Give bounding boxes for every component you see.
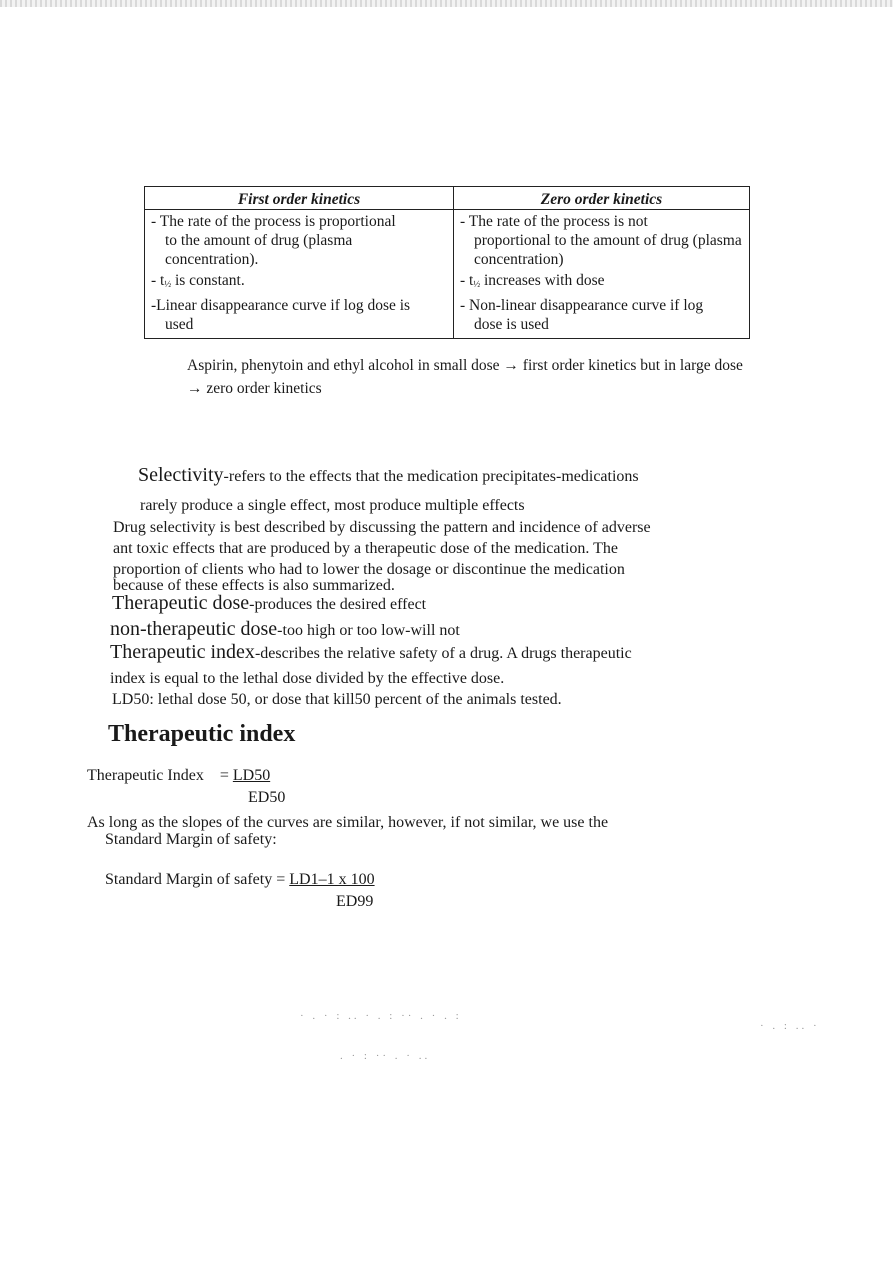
margin-formula — [105, 870, 375, 889]
zero-order-cell — [454, 210, 750, 339]
margin-label: Standard Margin of safety — [105, 871, 273, 888]
selectivity-para-line: because of these effects is also summarized. — [113, 577, 395, 594]
therapeutic-dose-term: Therapeutic dose — [112, 592, 250, 614]
therapeutic-index-formula — [87, 766, 270, 785]
table-body-row — [145, 210, 750, 339]
kinetics-table — [144, 186, 750, 339]
header-first-order: First order kinetics — [145, 187, 454, 210]
formula-eq: = — [219, 767, 229, 784]
section-heading: Therapeutic index — [108, 721, 296, 747]
slopes-line1: As long as the slopes of the curves are similar, however, if not similar, we use the — [87, 814, 609, 831]
margin-denominator: ED99 — [336, 893, 374, 910]
therapeutic-dose-line: Therapeutic dose-produces the desired effect — [112, 592, 427, 614]
first-order-cell — [145, 210, 454, 339]
selectivity-line1: Selectivity-refers to the effects that the medication precipitates-medications — [138, 464, 639, 486]
zero-order-item: - The rate of the process is not proportional to the amount of drug (plasma concentration) — [460, 213, 742, 268]
slopes-line2: Standard Margin of safety: — [105, 831, 277, 848]
first-order-item: - t½ is constant. — [151, 272, 245, 289]
non-therapeutic-dose-term: non-therapeutic dose — [110, 618, 278, 640]
selectivity-line2: rarely produce a single effect, most produce multiple effects — [140, 497, 525, 514]
first-order-item: -Linear disappearance curve if log dose is used — [151, 297, 411, 333]
non-therapeutic-dose-line: non-therapeutic dose-too high or too low-will not — [110, 618, 460, 640]
kinetics-note: Aspirin, phenytoin and ethyl alcohol in small dose → first order kinetics but in large dose → zero order kinetics — [187, 357, 743, 397]
zero-order-item: - t½ increases with dose — [460, 272, 605, 289]
ld50-definition: LD50: lethal dose 50, or dose that kill50 percent of the animals tested. — [112, 691, 562, 708]
zero-order-item: - Non-linear disappearance curve if log dose is used — [460, 297, 704, 333]
therapeutic-index-term: Therapeutic index — [110, 641, 255, 663]
table-header-row — [145, 187, 750, 210]
selectivity-para-line: ant toxic effects that are produced by a therapeutic dose of the medication. The — [113, 540, 618, 557]
therapeutic-index-line2: index is equal to the lethal dose divided by the effective dose. — [110, 670, 505, 687]
scan-noise: . · : ·· . · .. — [340, 1050, 431, 1062]
formula-denominator: ED50 — [248, 789, 286, 806]
first-order-item: - The rate of the process is proportional to the amount of drug (plasma concentration). — [151, 213, 396, 268]
therapeutic-index-line: Therapeutic index-describes the relative safety of a drug. A drugs therapeutic — [110, 641, 632, 663]
margin-numerator: LD1–1 x 100 — [289, 871, 375, 888]
formula-numerator: LD50 — [232, 767, 271, 784]
header-zero-order: Zero order kinetics — [454, 187, 750, 210]
margin-eq: = — [276, 871, 286, 888]
scan-edge — [0, 0, 893, 7]
selectivity-para-line: Drug selectivity is best described by discussing the pattern and incidence of adverse — [113, 519, 651, 536]
selectivity-para-line: proportion of clients who had to lower the dosage or discontinue the medication — [113, 561, 625, 578]
scan-noise: · . · : .. · . : ·· . · . : — [300, 1010, 462, 1022]
selectivity-term: Selectivity — [138, 464, 224, 486]
formula-label: Therapeutic Index — [87, 767, 204, 784]
scan-noise: · . : .. · — [760, 1020, 820, 1032]
